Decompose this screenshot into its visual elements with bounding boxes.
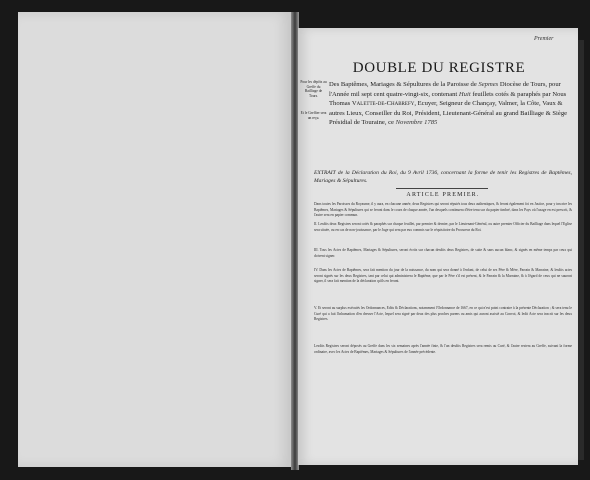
article-paragraph: V. Et seront au surplus exécutés les Ordonnances, Edits & Déclarations, notamment l'Ordonnance de 1667, en ce qui n'est point contraire à la présente Déclaration ; & sera tenu le Curé qui a fait l'inhumation d'en dresser l'Acte, lequel sera signé par deux des plus proches parens ou amis qui auront assisté au Convoi, & ledit Acte sera inscrit sur les deux Registres. (314, 306, 572, 322)
blank-left-page (18, 12, 292, 467)
page-edge (578, 40, 584, 460)
margin-note-greffier: Et le Greffier sera un reçu. (300, 111, 327, 120)
article-paragraph: Dans toutes les Paroisses du Royaume, il y aura, en chacune année, deux Registres qui seront réputés tous deux authentiques, & feront également foi en Justice, pour y inscrire les Baptêmes, Mariages & Sépultures qui se feront dans le cours de chaque année, l'un desquels continuera d'être tenu sur du papier timbré, dans les Pays où l'usage en est prescrit, & l'autre sera en papier commun. (314, 202, 572, 218)
extrait-heading: EXTRAIT de la Déclaration du Roi, du 9 Avril 1736, concernant la forme de tenir les Registres de Baptêmes, Mariages & Sépultures. (314, 170, 572, 184)
page-title: DOUBLE DU REGISTRE (352, 60, 526, 76)
parish-handwritten: Sepmes (478, 81, 499, 88)
register-heading-text (329, 80, 571, 128)
article-paragraph: III. Tous les Actes de Baptêmes, Mariages & Sépultures, seront écrits sur chacun desdits deux Registres, de suite & sans aucun blanc, & signés en même temps par ceux qui doivent signer. (314, 248, 572, 258)
article-paragraph: IV. Dans les Actes de Baptêmes, sera fait mention du jour de la naissance, du nom qui sera donné à l'enfant, de celui de ses Père & Mère, Parrain & Marraine, & lesdits actes seront signés sur les deux Registres, tant par celui qui administrera le Baptême, que par le Père s'il est présent, & le Parrain & la Marraine, & à l'égard de ceux qui ne sauront signer, il sera fait mention de la déclaration qu'ils en feront. (314, 268, 572, 284)
heading-line-5: , Ecuyer, Seigneur de Chançay, Valmer, la Côte, Vaux & autres Lieux, Conseiller du Roi, Président, Lieutenant-Général au grand Bailliage & Siège Présidial de Touraine, ce (329, 100, 568, 127)
page-number: Premier (534, 36, 554, 42)
heading-line-4: feuillets cotés & paraphés par Nous Thomas (329, 90, 567, 108)
folio-count-handwritten: Huit (458, 90, 471, 98)
heading-line-1: Des Baptêmes, Mariages & Sépultures de la Paroisse de (329, 81, 477, 88)
date-handwritten: Novembre 1785 (395, 119, 438, 127)
divider-rule (396, 188, 488, 189)
heading-line-3: pour l'Année mil sept cent quatre-vingt-six, contenant (329, 81, 561, 98)
article-title: ARTICLE PREMIER. (406, 192, 480, 198)
margin-note-greffe: Pour les dépôts au Greffe du Bailliage de Tours. (300, 80, 327, 98)
article-paragraph: Lesdits Registres seront déposés au Greffe dans les six semaines après l'année finie, & l'un desdits Registres sera remis au Curé, & l'autre restera au Greffe, suivant la forme ordinaire, avec les Actes de Baptêmes, Mariages & Sépultures de l'année précédente. (314, 344, 572, 354)
heading-line-2: Diocèse de Tours, (499, 81, 548, 88)
signatory-name: Valette-de-Chabrefy (351, 100, 415, 108)
article-paragraph: II. Lesdits deux Registres seront cotés & paraphés sur chaque feuillet, par premier & dernier, par le Lieutenant-Général, ou autre premier Officier du Bailliage dans lequel l'Église sera située, ou en cas de non-jouissance, par le Juge qui sera par eux commis sur le réquisitoire du Procureur du Roi. (314, 222, 572, 232)
